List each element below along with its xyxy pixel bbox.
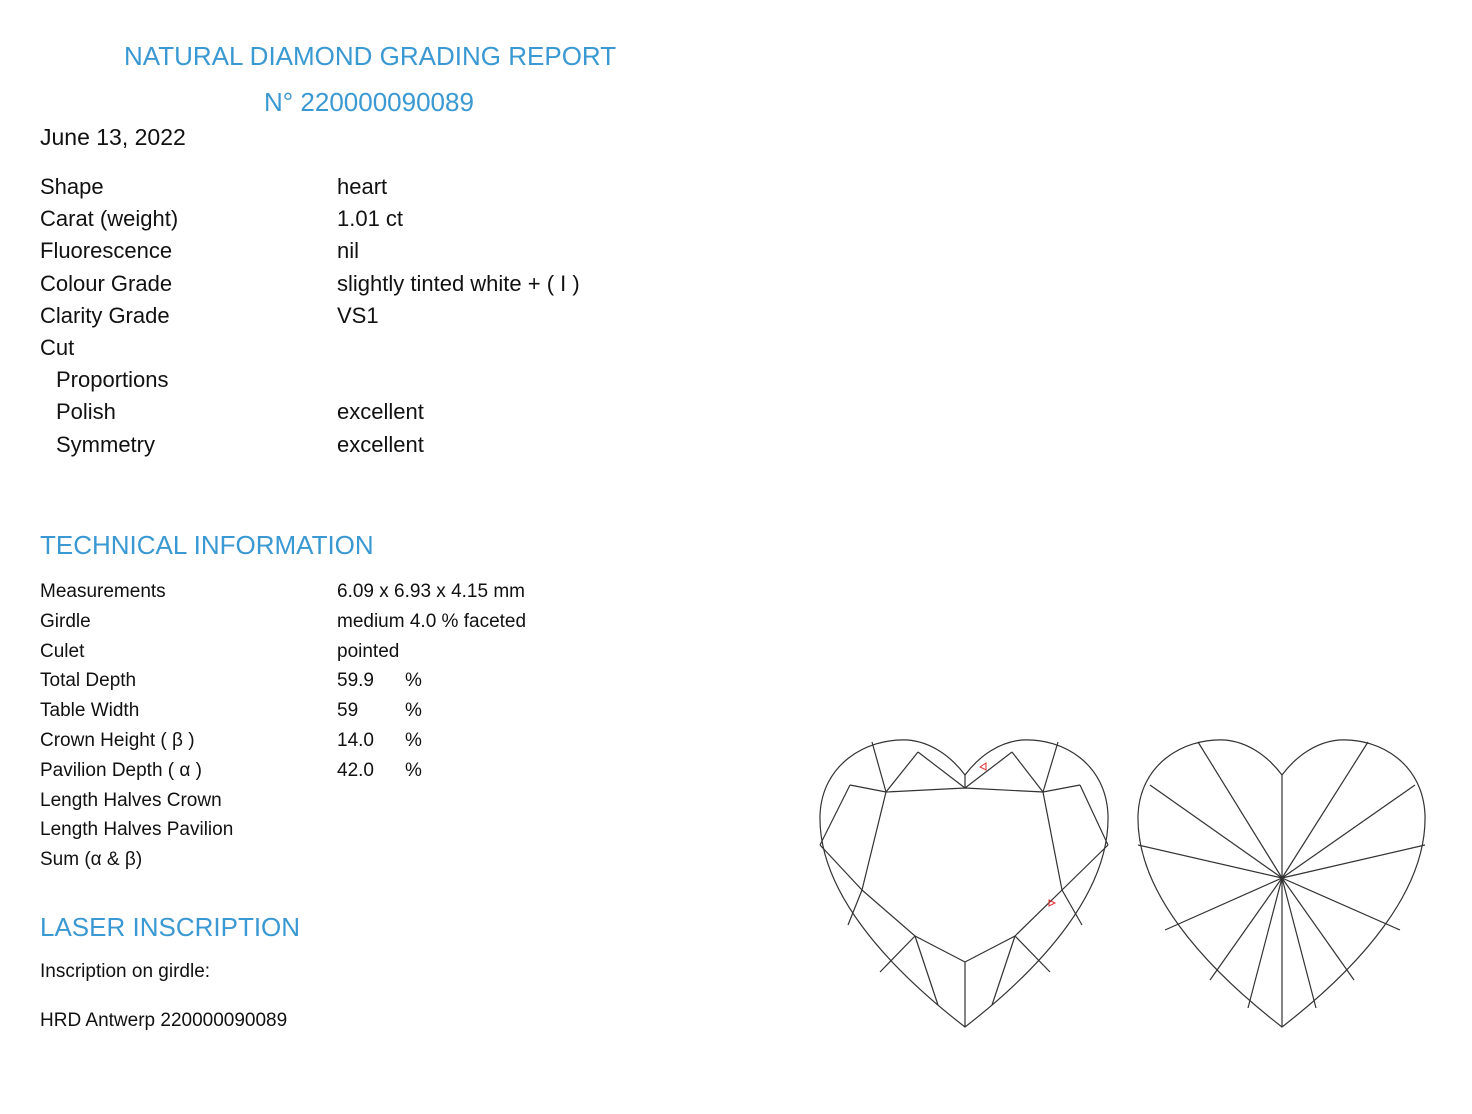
grading-row — [0, 238, 700, 270]
technical-label: Crown Height ( β ) — [40, 730, 195, 751]
technical-row — [0, 849, 700, 879]
grading-label: Symmetry — [56, 431, 155, 457]
technical-row — [0, 641, 700, 671]
technical-value: 59.9 — [337, 670, 374, 692]
technical-heading: TECHNICAL INFORMATION — [40, 530, 374, 560]
technical-unit: % — [405, 670, 422, 692]
technical-label: Culet — [40, 640, 85, 662]
grading-value: nil — [337, 238, 360, 264]
technical-row — [0, 790, 700, 820]
grading-label: Cut — [40, 335, 75, 360]
technical-row — [0, 819, 700, 849]
technical-unit: % — [405, 700, 422, 722]
grading-label: Shape — [40, 174, 104, 199]
technical-value: 14.0 — [337, 730, 374, 751]
technical-label: Girdle — [40, 610, 91, 632]
grading-value: excellent — [337, 431, 424, 457]
report-title: NATURAL DIAMOND GRADING REPORT — [124, 41, 617, 71]
technical-row — [0, 700, 700, 730]
technical-value: 59 — [337, 700, 359, 722]
inclusion-marker-icon — [980, 763, 986, 770]
technical-row — [0, 730, 700, 760]
technical-row — [0, 611, 700, 641]
grading-label: Colour Grade — [40, 270, 173, 296]
technical-unit: % — [405, 730, 422, 751]
technical-value: 6.09 x 6.93 x 4.15 mm — [337, 581, 525, 602]
technical-row — [0, 760, 700, 790]
heart-pavilion-diagram-icon — [1138, 740, 1425, 1027]
technical-label: Length Halves Pavilion — [40, 819, 234, 841]
grading-value: heart — [337, 174, 388, 199]
inclusion-marker-icon — [1049, 900, 1055, 906]
grading-row — [0, 303, 700, 335]
grading-value: excellent — [337, 399, 424, 425]
diagram-area — [810, 730, 1450, 1040]
grading-label: Carat (weight) — [40, 206, 179, 232]
report-number: N° 220000090089 — [264, 87, 474, 117]
technical-row — [0, 670, 700, 700]
technical-label: Sum (α & β) — [40, 849, 143, 871]
grading-row — [0, 271, 700, 303]
technical-label: Table Width — [40, 700, 140, 722]
grading-label: Clarity Grade — [40, 302, 170, 328]
grading-label: Proportions — [56, 367, 169, 393]
grading-row — [0, 335, 700, 367]
technical-label: Pavilion Depth ( α ) — [40, 759, 202, 781]
laser-text: HRD Antwerp 220000090089 — [40, 1010, 288, 1031]
technical-value: pointed — [337, 640, 400, 662]
laser-label: Inscription on girdle: — [40, 961, 211, 982]
laser-heading: LASER INSCRIPTION — [40, 912, 301, 942]
heart-crown-diagram-icon — [820, 740, 1108, 1027]
technical-row — [0, 581, 700, 611]
grading-label: Polish — [56, 399, 116, 425]
grading-value: slightly tinted white + ( I ) — [337, 270, 580, 296]
grading-value: VS1 — [337, 302, 379, 328]
report-date: June 13, 2022 — [40, 124, 186, 150]
technical-value: medium 4.0 % faceted — [337, 610, 527, 632]
technical-label: Length Halves Crown — [40, 789, 222, 811]
grading-row — [0, 399, 700, 431]
grading-row — [0, 174, 700, 206]
technical-label: Measurements — [40, 581, 166, 602]
grading-label: Fluorescence — [40, 238, 173, 264]
technical-unit: % — [405, 759, 422, 781]
grading-row — [0, 367, 700, 399]
technical-label: Total Depth — [40, 670, 137, 692]
grading-row — [0, 432, 700, 464]
technical-value: 42.0 — [337, 759, 374, 781]
grading-row — [0, 206, 700, 238]
grading-value: 1.01 ct — [337, 206, 404, 232]
